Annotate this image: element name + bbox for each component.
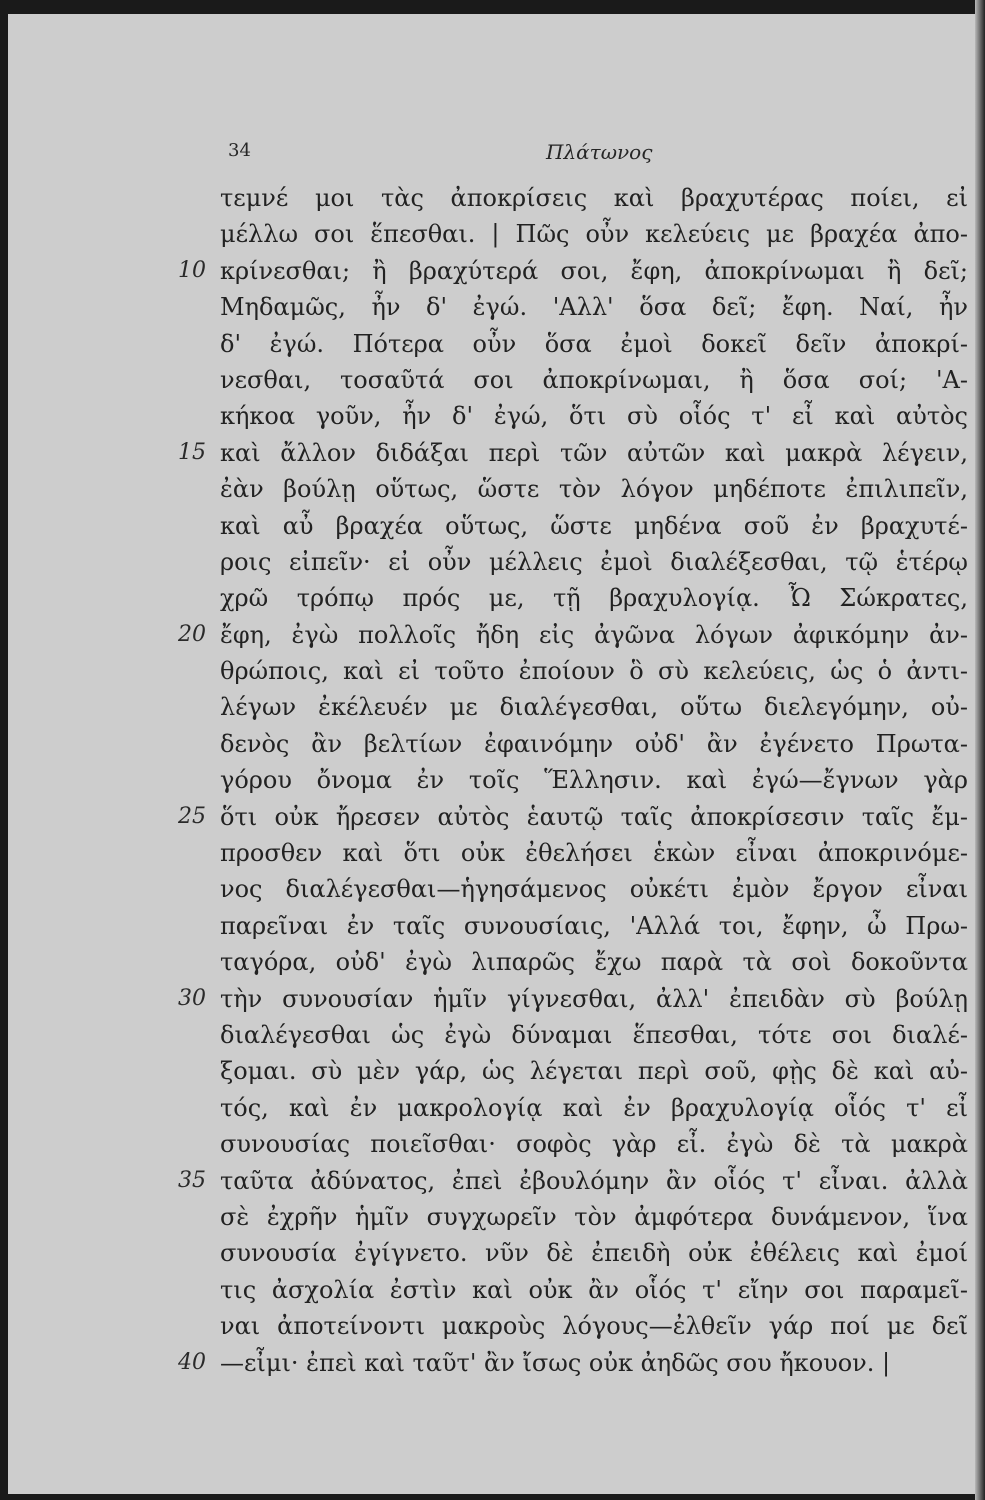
text-line — [220, 1126, 968, 1162]
book-page — [8, 14, 976, 1494]
line-text: τεμνέ μοι τὰς ἀποκρίσεις καὶ βραχυτέρας ποίει, εἰ — [220, 184, 968, 212]
text-line — [220, 362, 968, 398]
line-text: ἐὰν βούλῃ οὕτως, ὥστε τὸν λόγον μηδέποτε ἐπιλιπεῖν, — [220, 475, 968, 504]
text-line — [178, 981, 968, 1017]
text-line — [220, 835, 968, 871]
line-text: νεσθαι, τοσαῦτά σοι ἀποκρίνωμαι, ἢ ὅσα σοί; 'Α- — [220, 365, 968, 394]
line-text: καὶ ἄλλον διδάξαι περὶ τῶν αὐτῶν καὶ μακρὰ λέγειν, — [220, 438, 968, 467]
line-text: καὶ αὖ βραχέα οὕτως, ὥστε μηδένα σοῦ ἐν βραχυτέ- — [220, 511, 968, 540]
line-text: θρώποις, καὶ εἰ τοῦτο ἐποίουν ὃ σὺ κελεύεις, ὡς ὁ ἀντι- — [220, 657, 968, 686]
text-line — [178, 617, 968, 653]
text-line — [220, 398, 968, 434]
greek-text-block — [178, 180, 968, 1381]
line-text: προσθεν καὶ ὅτι οὐκ ἐθελήσει ἑκὼν εἶναι ἀποκρινόμε- — [220, 839, 968, 868]
text-line — [220, 871, 968, 907]
line-text: ὅτι οὐκ ἤρεσεν αὐτὸς ἑαυτῷ ταῖς ἀποκρίσεσιν ταῖς ἔμ- — [220, 802, 968, 831]
text-line — [220, 216, 968, 252]
text-line — [220, 1053, 968, 1089]
line-text: δενὸς ἂν βελτίων ἐφαινόμην οὐδ' ἂν ἐγένετο Πρωτα- — [220, 729, 968, 758]
text-line — [220, 1235, 968, 1271]
text-line — [220, 471, 968, 507]
text-line — [220, 726, 968, 762]
text-line — [220, 1199, 968, 1235]
text-line — [220, 289, 968, 325]
line-text: τις ἀσχολία ἐστὶν καὶ οὐκ ἂν οἷός τ' εἴην σοι παραμεῖ- — [220, 1275, 968, 1304]
page-number: 34 — [228, 140, 251, 161]
text-line — [178, 253, 968, 289]
running-head: Πλάτωνος — [546, 140, 653, 164]
text-line — [220, 180, 968, 216]
line-text: γόρου ὄνομα ἐν τοῖς Ἕλλησιν. καὶ ἐγώ—ἔγνων γὰρ — [220, 766, 968, 795]
line-number: 20 — [178, 621, 206, 647]
text-line — [220, 1272, 968, 1308]
line-number: 10 — [178, 257, 206, 283]
text-line — [220, 944, 968, 980]
line-text: δ' ἐγώ. Πότερα οὖν ὅσα ἐμοὶ δοκεῖ δεῖν ἀποκρί- — [220, 329, 968, 358]
line-text: τὴν συνουσίαν ἡμῖν γίγνεσθαι, ἀλλ' ἐπειδὰν σὺ βούλῃ — [220, 984, 968, 1013]
line-number: 25 — [178, 803, 206, 829]
line-text: ταγόρα, οὐδ' ἐγὼ λιπαρῶς ἔχω παρὰ τὰ σοὶ δοκοῦντα — [220, 948, 968, 977]
text-line — [220, 653, 968, 689]
text-line — [220, 544, 968, 580]
line-text: κήκοα γοῦν, ἦν δ' ἐγώ, ὅτι σὺ οἷός τ' εἶ καὶ αὐτὸς — [220, 402, 968, 431]
line-text: νος διαλέγεσθαι—ἡγησάμενος οὐκέτι ἐμὸν ἔργον εἶναι — [220, 875, 968, 904]
line-number: 35 — [178, 1167, 206, 1193]
text-line — [178, 1345, 968, 1381]
text-line — [220, 1090, 968, 1126]
text-line — [220, 580, 968, 616]
line-text: συνουσία ἐγίγνετο. νῦν δὲ ἐπειδὴ οὐκ ἐθέλεις καὶ ἐμοί — [220, 1239, 968, 1268]
line-text: ξομαι. σὺ μὲν γάρ, ὡς λέγεται περὶ σοῦ, φῂς δὲ καὶ αὐ- — [220, 1057, 968, 1086]
line-text: τός, καὶ ἐν μακρολογίᾳ καὶ ἐν βραχυλογίᾳ οἷός τ' εἶ — [220, 1093, 968, 1122]
line-text: συνουσίας ποιεῖσθαι· σοφὸς γὰρ εἶ. ἐγὼ δὲ τὰ μακρὰ — [220, 1130, 968, 1159]
line-text: χρῶ τρόπῳ πρός με, τῇ βραχυλογίᾳ. Ὦ Σώκρατες, — [220, 584, 968, 613]
line-text: Μηδαμῶς, ἦν δ' ἐγώ. 'Αλλ' ὅσα δεῖ; ἔφη. Ναί, ἦν — [220, 293, 968, 322]
page-edge-shadow — [975, 0, 985, 1500]
text-line — [178, 1163, 968, 1199]
page-header — [228, 140, 968, 170]
line-text: σὲ ἐχρῆν ἡμῖν συγχωρεῖν τὸν ἀμφότερα δυνάμενον, ἵνα — [220, 1202, 968, 1231]
line-text: μέλλω σοι ἕπεσθαι. | Πῶς οὖν κελεύεις με βραχέα ἀπο- — [220, 220, 968, 249]
text-line — [220, 908, 968, 944]
text-line — [178, 435, 968, 471]
text-line — [178, 799, 968, 835]
line-text: ναι ἀποτείνοντι μακροὺς λόγους—ἐλθεῖν γάρ ποί με δεῖ — [220, 1312, 968, 1341]
line-text: —εἶμι· ἐπεὶ καὶ ταῦτ' ἂν ἴσως οὐκ ἀηδῶς σου ἤκουον. | — [220, 1348, 891, 1377]
line-text: ἔφη, ἐγὼ πολλοῖς ἤδη εἰς ἀγῶνα λόγων ἀφικόμην ἀν- — [220, 620, 968, 649]
text-line — [220, 762, 968, 798]
line-text: διαλέγεσθαι ὡς ἐγὼ δύναμαι ἕπεσθαι, τότε σοι διαλέ- — [220, 1020, 968, 1049]
line-number: 40 — [178, 1349, 206, 1375]
text-line — [220, 1308, 968, 1344]
text-line — [220, 689, 968, 725]
line-text: κρίνεσθαι; ἢ βραχύτερά σοι, ἔφη, ἀποκρίνωμαι ἢ δεῖ; — [220, 256, 968, 285]
line-text: ταῦτα ἀδύνατος, ἐπεὶ ἐβουλόμην ἂν οἷός τ' εἶναι. ἀλλὰ — [220, 1166, 968, 1195]
text-line — [220, 326, 968, 362]
text-line — [220, 508, 968, 544]
line-text: λέγων ἐκέλευέν με διαλέγεσθαι, οὕτω διελεγόμην, οὐ- — [220, 693, 968, 722]
text-line — [220, 1017, 968, 1053]
line-text: ροις εἰπεῖν· εἰ οὖν μέλλεις ἐμοὶ διαλέξεσθαι, τῷ ἑτέρῳ — [220, 547, 968, 576]
line-number: 15 — [178, 439, 206, 465]
line-text: παρεῖναι ἐν ταῖς συνουσίαις, 'Αλλά τοι, ἔφην, ὦ Πρω- — [220, 911, 968, 940]
line-number: 30 — [178, 985, 206, 1011]
